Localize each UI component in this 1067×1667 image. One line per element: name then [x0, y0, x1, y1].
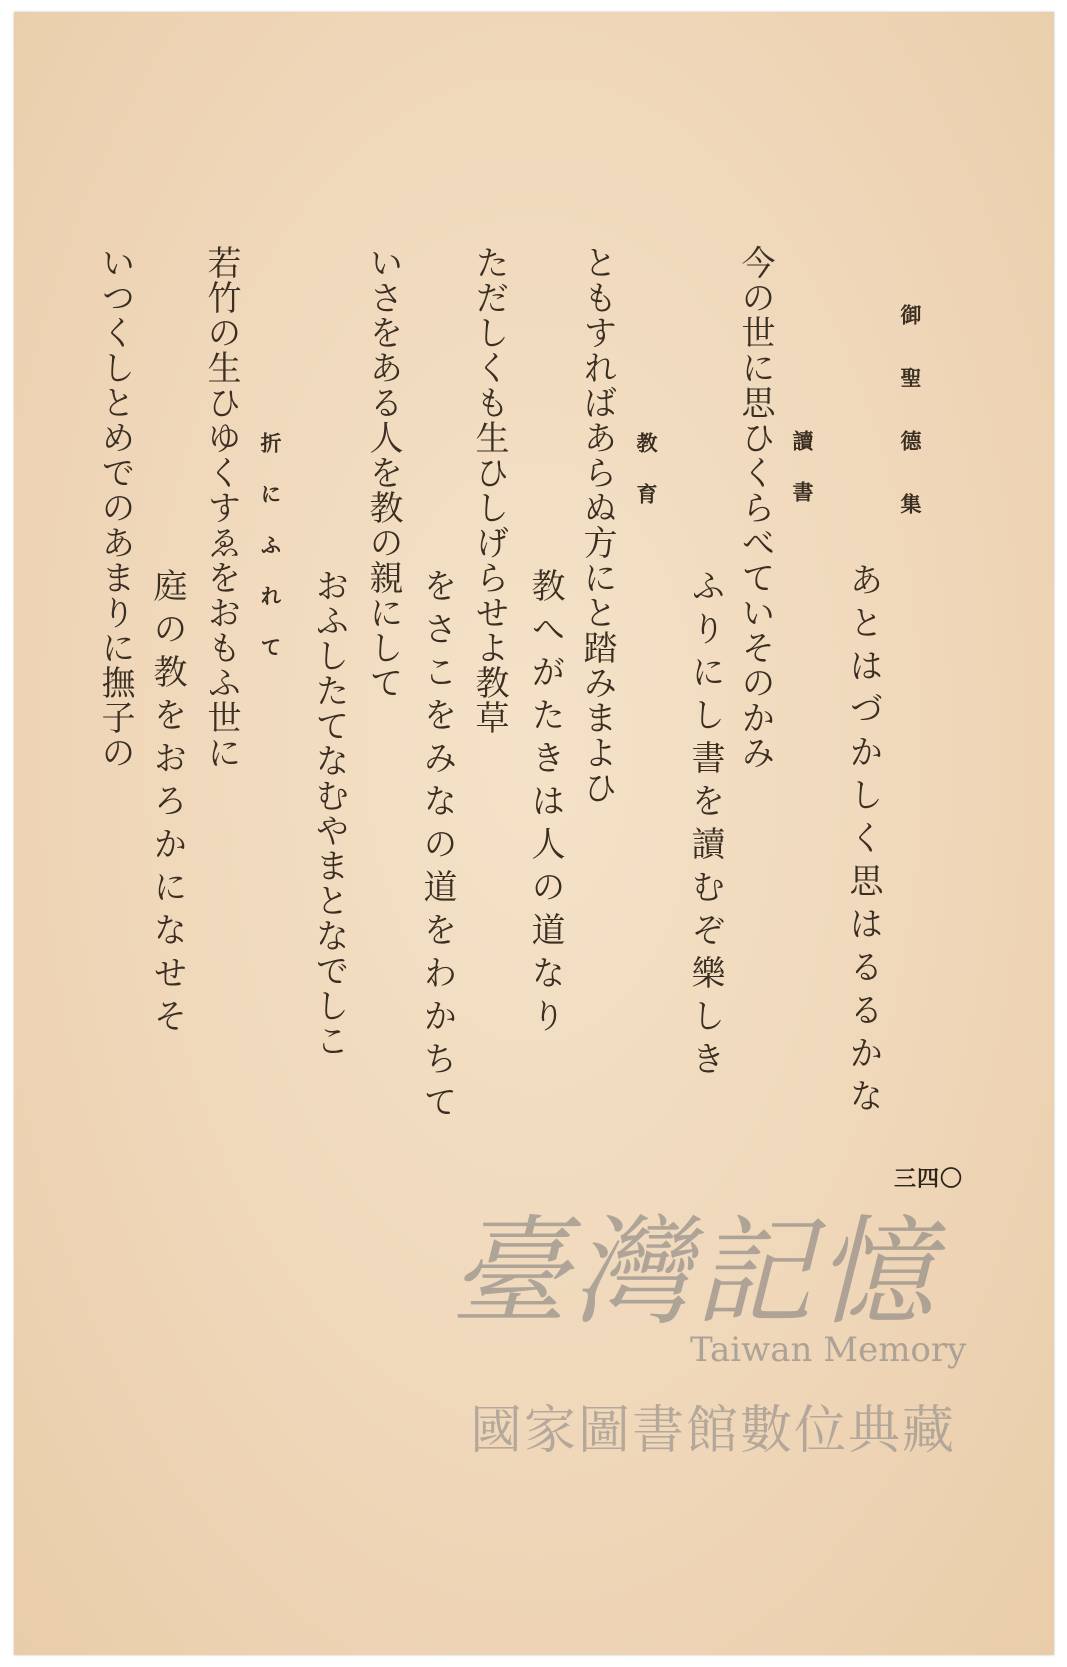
watermark-english: Taiwan Memory: [690, 1330, 967, 1370]
page-number: 三四〇: [894, 1166, 964, 1192]
verse-column: ふりにし書を讀むぞ樂しき: [685, 568, 725, 1084]
section-heading-education: 教育: [634, 432, 659, 534]
verse-column: いつくしとめでのあまりに撫子の: [95, 245, 135, 770]
verse-column: 若竹の生ひゆくすゑをおもふ世に: [201, 245, 241, 770]
section-heading-occasional: 折にふれて: [258, 432, 283, 687]
verse-column: ともすればあらぬ方にと踏みまよひ: [577, 245, 617, 805]
watermark-chinese: 國家圖書館數位典藏: [470, 1401, 957, 1461]
watermark-logo-text: 臺灣記憶: [450, 1203, 939, 1340]
verse-column: 今の世に思ひくらべていそのかみ: [735, 245, 775, 770]
section-heading-reading: 讀書: [790, 430, 815, 532]
verse-column: ただしくも生ひしげらせよ教草: [469, 245, 509, 735]
verse-column: おふしたてなむやまとなでしこ: [309, 568, 349, 1058]
verse-column: 庭の教をおろかになせそ: [147, 568, 187, 1041]
verse-column: いさをある人を教の親にして: [363, 245, 403, 700]
verse-column: をさこをみなの道をわかちて: [417, 568, 457, 1127]
running-head: 御聖德集: [898, 304, 923, 556]
verse-column: 教へがたきは人の道なり: [525, 568, 565, 1041]
watermark-logo: [450, 1195, 950, 1340]
verse-column: あとはづかしく思はるるかな: [843, 562, 883, 1121]
